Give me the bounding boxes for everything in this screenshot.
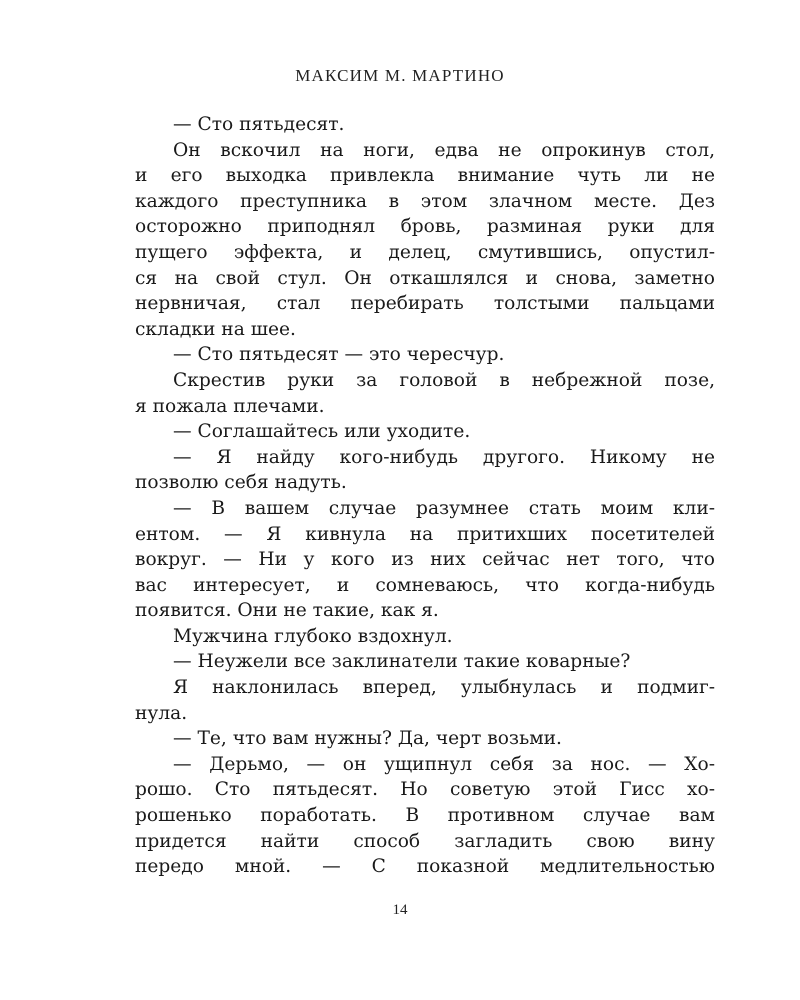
text-line: — Неужели все заклинатели такие коварные?	[173, 651, 631, 673]
text-line: нервничая, стал перебирать толстыми пальцами	[135, 293, 715, 315]
text-line: — Те, что вам нужны? Да, черт возьми.	[173, 728, 562, 750]
text-line: каждого преступника в этом злачном месте. Дез	[135, 190, 715, 212]
text-line: передо мной. — С показной медлительностью	[135, 856, 715, 878]
text-line: рошенько поработать. В противном случае вам	[135, 805, 715, 827]
text-line: — В вашем случае разумнее стать моим кли-	[173, 497, 715, 519]
text-line: позволю себя надуть.	[135, 472, 347, 494]
text-line: появится. Они не такие, как я.	[135, 600, 439, 622]
text-line: — Я найду кого-нибудь другого. Никому не	[173, 446, 715, 468]
text-line: Я наклонилась вперед, улыбнулась и подмиг-	[173, 677, 715, 699]
text-line: складки на шее.	[135, 318, 296, 340]
text-line: осторожно приподнял бровь, разминая руки для	[135, 216, 715, 238]
text-line: ентом. — Я кивнула на притихших посетителей	[135, 523, 715, 545]
text-line: — Сто пятьдесят — это чересчур.	[173, 344, 505, 366]
text-line: — Дерьмо, — он ущипнул себя за нос. — Хо-	[173, 753, 715, 775]
text-line: — Соглашайтесь или уходите.	[173, 421, 471, 443]
text-line: ся на свой стул. Он откашлялся и снова, заметно	[135, 267, 715, 289]
text-line: Скрестив руки за головой в небрежной позе,	[173, 369, 715, 391]
text-line: я пожала плечами.	[135, 395, 325, 417]
text-line: вас интересует, и сомневаюсь, что когда-нибудь	[135, 574, 715, 596]
text-line: пущего эффекта, и делец, смутившись, опустил-	[135, 241, 715, 263]
text-line: Мужчина глубоко вздохнул.	[173, 625, 453, 647]
text-line: и его выходка привлекла внимание чуть ли не	[135, 165, 715, 187]
body-text	[135, 112, 715, 880]
text-line: рошо. Сто пятьдесят. Но советую этой Гисс хо-	[135, 779, 715, 801]
text-line: — Сто пятьдесят.	[173, 114, 345, 135]
page-number: 14	[392, 902, 408, 918]
text-line: нула.	[135, 702, 188, 724]
running-header: МАКСИМ М. МАРТИНО	[295, 66, 505, 85]
text-line: придется найти способ загладить свою вину	[135, 830, 715, 852]
text-line: вокруг. — Ни у кого из них сейчас нет того, что	[135, 549, 715, 571]
text-line: Он вскочил на ноги, едва не опрокинув стол,	[173, 139, 715, 161]
